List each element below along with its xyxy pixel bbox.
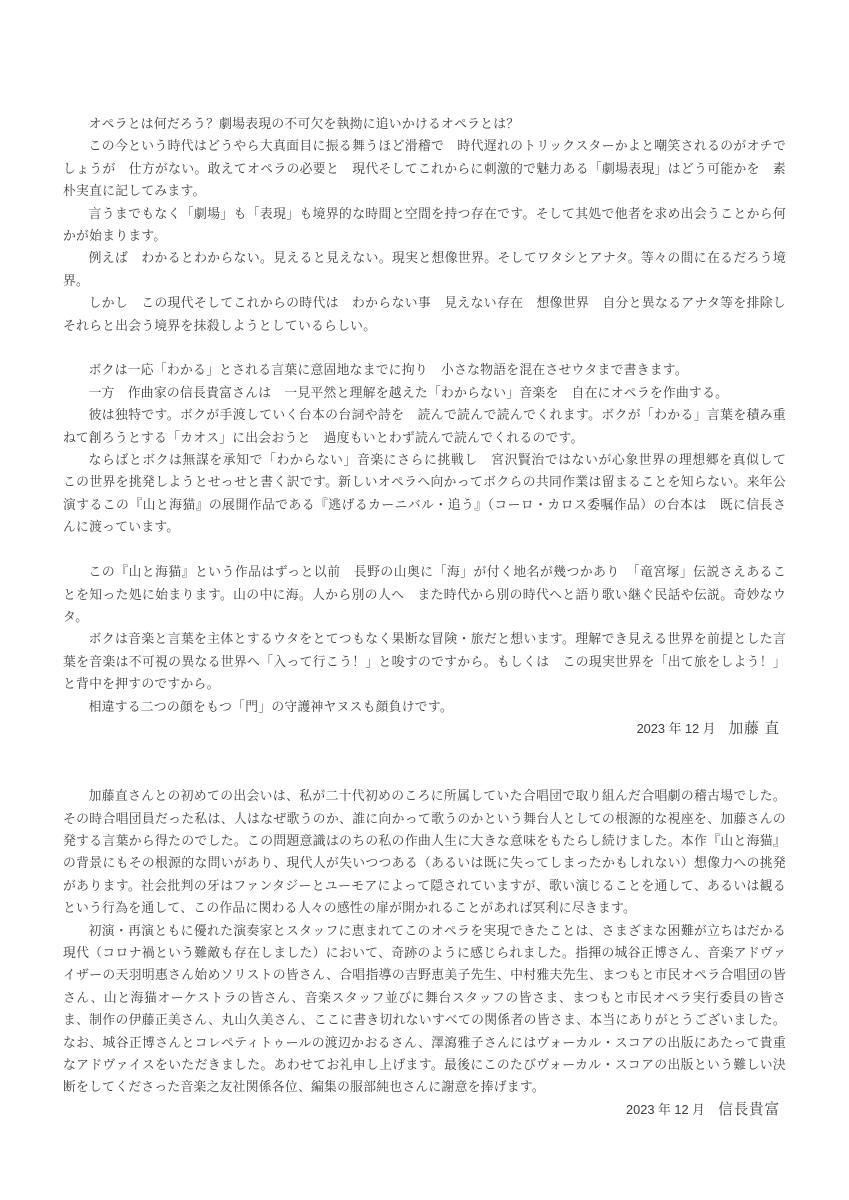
paragraph: この今という時代はどうやら大真面目に振る舞うほど滑稽で 時代遅れのトリックスターかよと嘲笑されるのがオチでしょうが 仕方がない。敢えてオペラの必要と 現代そしてこれからに刺激的で魅力ある「劇場表現」はどう可能かを 素朴実直に記してみます。 xyxy=(63,138,786,199)
signature-name: 加藤 直 xyxy=(728,720,780,737)
paragraph: 彼は独特です。ボクが手渡していく台本の台詞や詩を 読んで読んで読んでくれます。ボクが「わかる」言葉を積み重ねて創ろうとする「カオス」に出会おうと 過度もいとわず読んで読んでくれるのです。 xyxy=(63,407,786,445)
paragraph: しかし この現代そしてこれからの時代は わからない事 見えない存在 想像世界 自分と異なるアナタ等を排除し それらと出会う境界を抹殺しようとしているらしい。 xyxy=(63,295,800,333)
paragraph: 初演・再演ともに優れた演奏家とスタッフに恵まれてこのオペラを実現できたことは、さまざまな困難が立ちはだかる現代（コロナ禍という難敵も存在しました）において、奇跡のように感じられました。指揮の城谷正博さん、音楽アドヴァイザーの天羽明惠さん始めソリストの皆さん、合唱指導の吉野恵美子先生、中村雅夫先生、まつもと市民オペラ合唱団の皆さん、山と海猫オーケストラの皆さん、音楽スタッフ並びに舞台スタッフの皆さま、まつもと市民オペラ実行委員の皆さま、制作の伊藤正美さん、丸山久美さん、ここに書き切れないすべての関係者の皆さま、本当にありがとうございました。なお、城谷正博さんとコレペティトゥールの渡辺かおるさん、澤瀉雅子さんにはヴォーカル・スコアの出版にあたって貴重なアドヴァイスをいただきました。あわせてお礼申し上げます。最後にこのたびヴォーカル・スコアの出版という難しい決断をしてくださった音楽之友社関係各位、編集の服部純也さんに謝意を捧げます。 xyxy=(63,922,786,1095)
paragraph: 言うまでもなく「劇場」も「表現」も境界的な時間と空間を持つ存在です。そして其処で他者を求め出会うことから何かが始まります。 xyxy=(63,205,786,244)
signature-date: 2023 年 12 月 xyxy=(626,1101,705,1117)
signature-nobunaga xyxy=(63,1099,786,1121)
essay-kato-preface xyxy=(63,113,800,740)
essay-nobunaga-afterword xyxy=(63,785,786,1121)
paragraph: ボクは音楽と言葉を主体とするウタをとてつもなく果断な冒険・旅だと想います。理解でき見える世界を前提とした言葉を音楽は不可視の異なる世界へ「入って行こう！」と唆すのですから。もしくは この現実世界を「出て旅をしよう！」と背中を押すのですから。 xyxy=(63,631,786,692)
paragraph: 一方 作曲家の信長貴富さんは 一見平然と理解を越えた「わからない」音楽を 自在にオペラを作曲する。 xyxy=(88,384,729,400)
signature-name: 信長貴富 xyxy=(718,1101,780,1118)
paragraph: 加藤直さんとの初めての出会いは、私が二十代初めのころに所属していた合唱団で取り組んだ合唱劇の稽古場でした。その時合唱団員だった私は、人はなぜ歌うのか、誰に向かって歌うのかという舞台人としての根源的な視座を、加藤さんの発する言葉から得たのでした。この問題意識はのちの私の作曲人生に大きな意味をもたらし続けました。本作『山と海猫』の背景にもその根源的な問いがあり、現代人が失いつつある（あるいは既に失ってしまったかもしれない）想像力への挑発があります。社会批判の牙はファンタジーとユーモアによって隠されていますが、歌い演じることを通して、あるいは観るという行為を通して、この作品に関わる人々の感性の扉が開かれることがあれば冥利に尽きます。 xyxy=(63,788,786,916)
paragraph: 相違する二つの顔をもつ「門」の守護神ヤヌスも顔負けです。 xyxy=(88,698,453,714)
paragraph: ボクは一応「わかる」とされる言葉に意固地なまでに拘り 小さな物語を混在させウタまで書きます。 xyxy=(88,362,688,378)
signature-date: 2023 年 12 月 xyxy=(636,720,716,736)
paragraph: 例えば わかるとわからない。見えると見えない。現実と想像世界。そしてワタシとアナタ。等々の間に在るだろう境界。 xyxy=(63,250,786,288)
signature-kato xyxy=(63,718,786,740)
paragraph: ならばとボクは無謀を承知で「わからない」音楽にさらに挑戦し 宮沢賢治ではないが心象世界の理想郷を真似して この世界を挑発しようとせっせと書く訳です。新しいオペラへ向かってボクらの共同作業は留まることを知らない。来年公演するこの『山と海猫』の展開作品である『逃げるカーニバル・追う』（コーロ・カロス委嘱作品）の台本は 既に信長さんに渡っています。 xyxy=(63,452,800,535)
page-content xyxy=(63,113,800,1121)
paragraph: この『山と海猫』という作品はずっと以前 長野の山奥に「海」が付く地名が幾つかあり 「竜宮塚」伝説さえあることを知った処に始まります。山の中に海。人から別の人へ また時代から別の時代へと語り歌い継ぐ民話や伝説。奇妙なウタ。 xyxy=(63,564,786,624)
paragraph: オペラとは何だろう？劇場表現の不可欠を執拗に追いかけるオペラとは？ xyxy=(88,116,520,131)
